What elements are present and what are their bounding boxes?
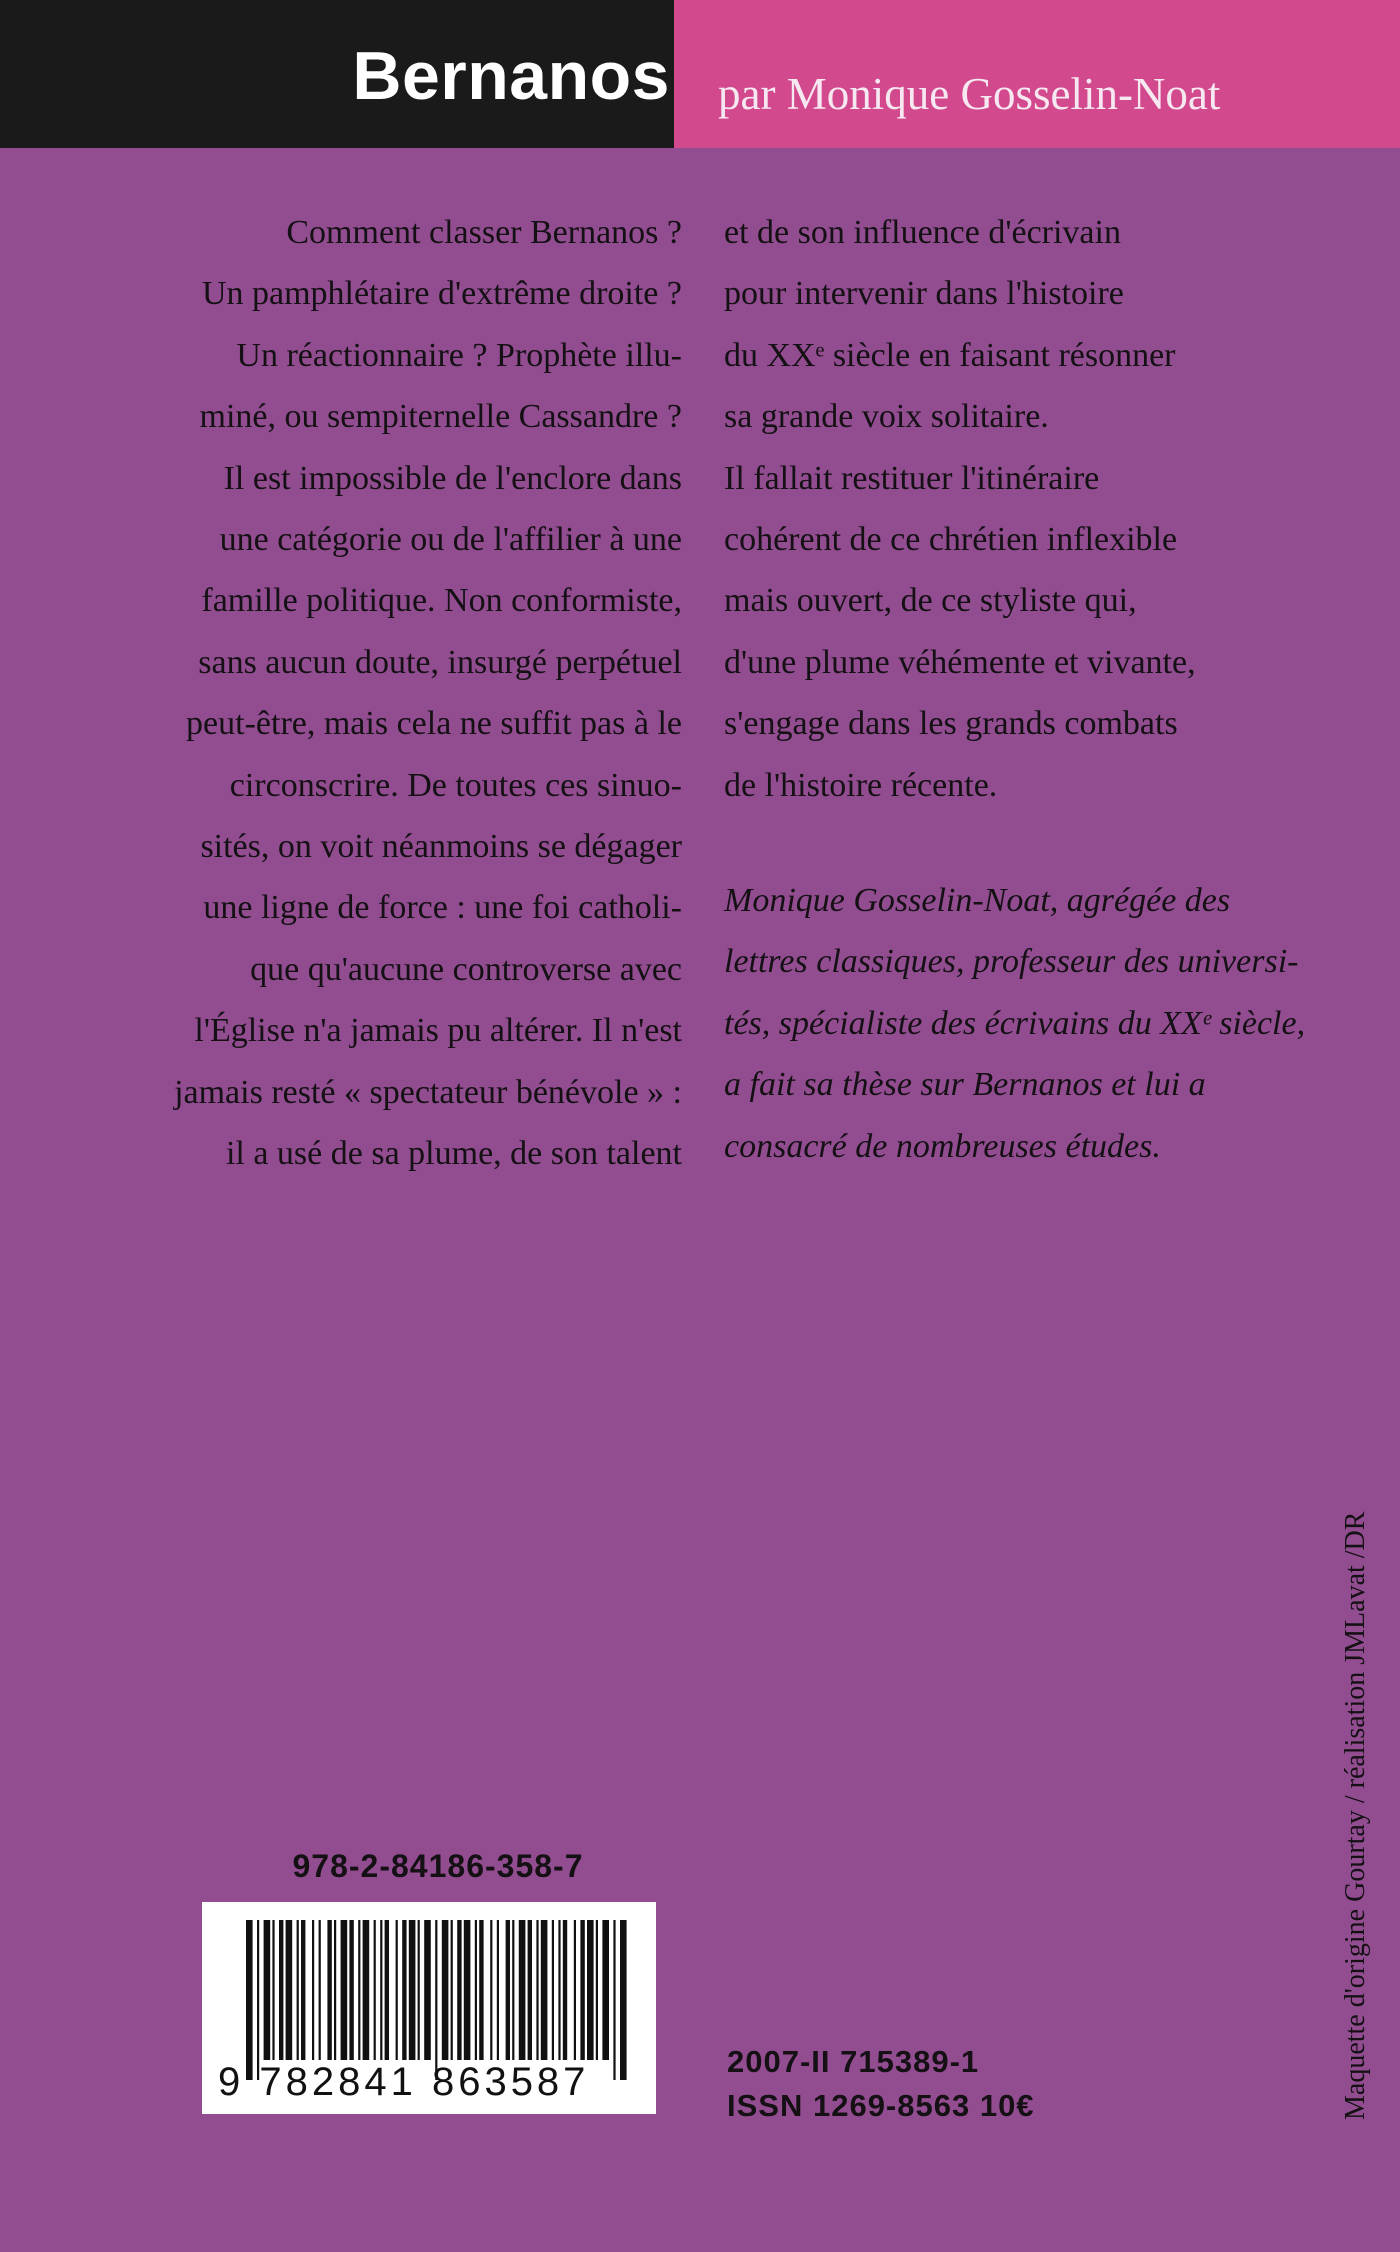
blurb-line: Comment classer Bernanos ?: [286, 214, 682, 251]
blurb-line: l'Église n'a jamais pu altérer. Il n'est: [194, 1012, 682, 1050]
barcode-bar: [596, 1920, 598, 2060]
blurb-line: mais ouvert, de ce styliste qui,: [724, 582, 1137, 620]
barcode-bar: [541, 1920, 548, 2060]
bio-line: Monique Gosselin-Noat, agrégée des: [724, 882, 1231, 919]
bio-line: lettres classiques, professeur des universi-: [724, 943, 1299, 981]
barcode-bar: [536, 1920, 538, 2060]
barcode-bar: [574, 1920, 576, 2060]
blurb-line: de l'histoire récente.: [724, 766, 998, 804]
barcode-bar: [349, 1920, 353, 2060]
blurb-left-column: [112, 202, 682, 1185]
bio-line: a fait sa thèse sur Bernanos et lui a: [724, 1066, 1206, 1104]
barcode-bar: [475, 1920, 477, 2060]
barcode-bar: [602, 1920, 609, 2060]
blurb-line: d'une plume véhémente et vivante,: [724, 643, 1196, 681]
blurb-line: du XXᵉ siècle en faisant résonner: [724, 336, 1176, 374]
barcode-bar: [341, 1920, 348, 2060]
blurb-line: une catégorie ou de l'affilier à une: [219, 521, 682, 559]
barcode-bar: [457, 1920, 461, 2060]
barcode-bar: [552, 1920, 554, 2060]
barcode-bar: [563, 1920, 567, 2060]
barcode-bar: [519, 1920, 526, 2060]
barcode-bar: [528, 1920, 532, 2060]
barcode-bar: [301, 1920, 305, 2060]
depot-legal-line: 2007-II 715389-1: [727, 2044, 980, 2079]
barcode-bar: [580, 1920, 584, 2060]
barcode-bar: [279, 1920, 283, 2060]
barcode-bar: [435, 1920, 437, 2080]
barcode: [202, 1902, 656, 2114]
barcode-bar: [264, 1920, 271, 2060]
bio-line: consacré de nombreuses études.: [724, 1127, 1161, 1165]
barcode-bar: [506, 1920, 510, 2060]
blurb-line: jamais resté « spectateur bénévole » :: [174, 1073, 682, 1111]
barcode-bar: [451, 1920, 453, 2060]
barcode-bar: [327, 1920, 331, 2060]
barcode-bar: [512, 1920, 514, 2060]
barcode-bar: [464, 1920, 471, 2060]
blurb-line: s'engage dans les grands combats: [724, 705, 1178, 743]
blurb-line: sités, on voit néanmoins se dégager: [200, 828, 682, 866]
barcode-bar: [319, 1920, 321, 2060]
barcode-bar: [402, 1920, 406, 2060]
barcode-bar: [363, 1920, 370, 2060]
issn-price-line: ISSN 1269-8563 10€: [727, 2088, 1035, 2123]
barcode-bar: [424, 1920, 431, 2060]
barcode-bar: [246, 1920, 253, 2080]
barcode-bar: [358, 1920, 360, 2060]
blurb-line: cohérent de ce chrétien inflexible: [724, 521, 1178, 559]
barcode-bar: [613, 1920, 615, 2080]
blurb-line: circonscrire. De toutes ces sinuo-: [229, 766, 682, 804]
barcode-bar: [272, 1920, 274, 2060]
barcode-bar: [409, 1920, 416, 2060]
barcode-bar: [497, 1920, 499, 2060]
blurb-line: pour intervenir dans l'histoire: [724, 275, 1124, 313]
blurb-line: Un réactionnaire ? Prophète illu-: [236, 336, 682, 374]
bio-line: tés, spécialiste des écrivains du XXᵉ siècle,: [724, 1004, 1306, 1042]
barcode-bar: [286, 1920, 293, 2060]
barcode-bar: [490, 1920, 492, 2060]
isbn-number: 978-2-84186-358-7: [292, 1848, 584, 1884]
blurb-line: il a usé de sa plume, de son talent: [225, 1135, 682, 1173]
blurb-line: une ligne de force : une foi catholi-: [203, 889, 682, 927]
barcode-bar: [558, 1920, 560, 2060]
author-line: par Monique Gosselin-Noat: [718, 69, 1221, 119]
barcode-bar: [374, 1920, 376, 2060]
publication-info: [727, 2040, 1227, 2128]
barcode-digits: 9 782841 863587: [218, 2060, 590, 2104]
barcode-bar: [312, 1920, 314, 2060]
blurb-line: Il est impossible de l'enclore dans: [223, 459, 682, 497]
blurb-line: sans aucun doute, insurgé perpétuel: [198, 643, 682, 681]
barcode-bar: [380, 1920, 382, 2060]
blurb-line: Il fallait restituer l'itinéraire: [724, 459, 1100, 497]
barcode-bar: [418, 1920, 420, 2060]
blurb-line: famille politique. Non conformiste,: [201, 582, 682, 620]
author-bio: [724, 870, 1344, 1177]
barcode-bar: [334, 1920, 336, 2060]
blurb-line: sa grande voix solitaire.: [724, 398, 1049, 436]
barcode-bar: [620, 1920, 627, 2080]
blurb-line: miné, ou sempiternelle Cassandre ?: [199, 398, 682, 436]
blurb-line: et de son influence d'écrivain: [724, 214, 1121, 251]
blurb-line: peut-être, mais cela ne suffit pas à le: [186, 705, 682, 743]
barcode-bar: [396, 1920, 398, 2060]
design-credit: Maquette d'origine Gourtay / réalisation JMLavat /DR: [1340, 1511, 1371, 2120]
blurb-line: Un pamphlétaire d'extrême droite ?: [201, 275, 682, 313]
barcode-bar: [257, 1920, 259, 2080]
barcode-bar: [297, 1920, 299, 2060]
barcode-bar: [442, 1920, 449, 2060]
barcode-bar: [385, 1920, 389, 2060]
book-title: Bernanos: [352, 38, 670, 114]
barcode-bar: [587, 1920, 594, 2060]
blurb-line: que qu'aucune controverse avec: [250, 950, 682, 988]
blurb-right-column: [724, 202, 1344, 816]
barcode-bar: [479, 1920, 483, 2060]
